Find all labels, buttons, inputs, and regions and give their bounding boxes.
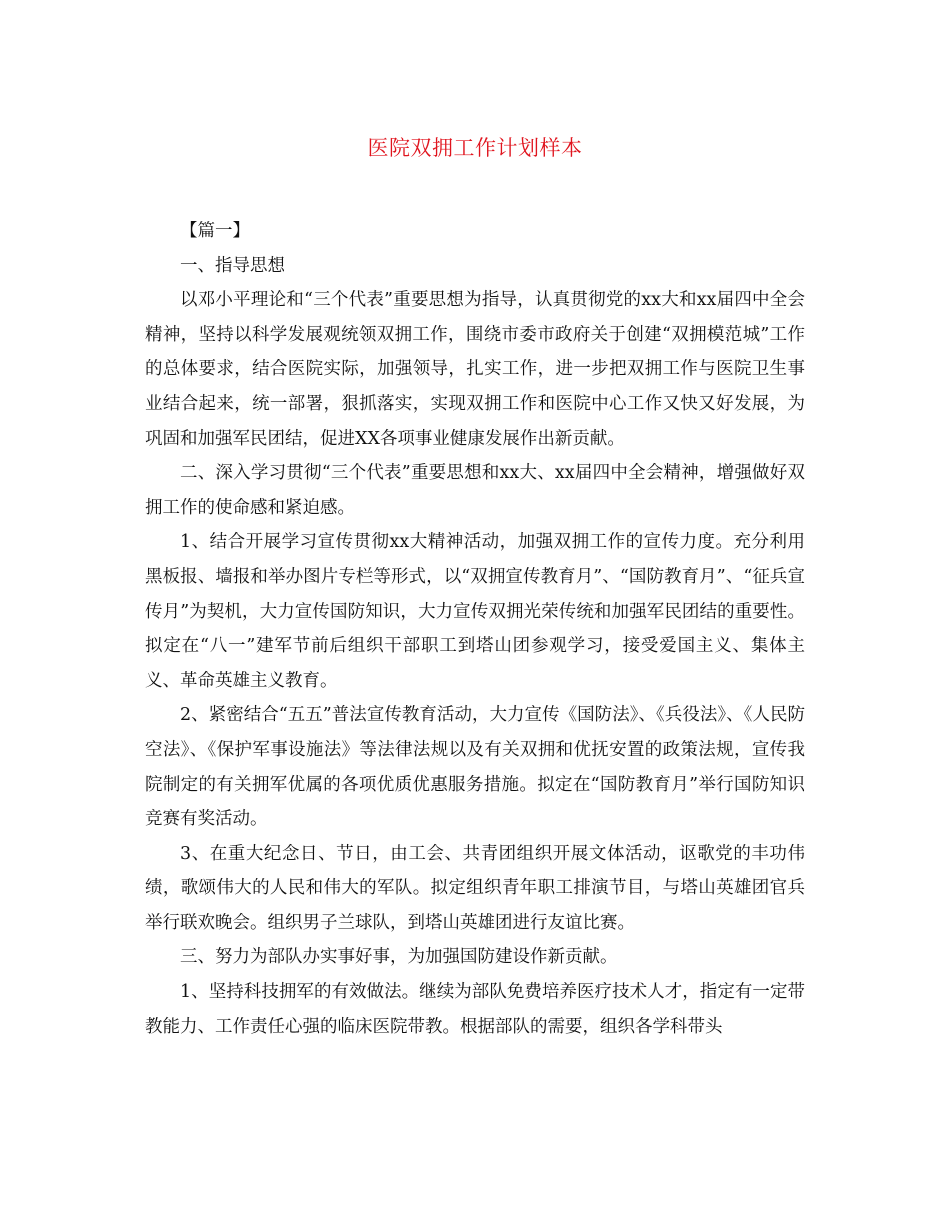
paragraph-item-4: 1、坚持科技拥军的有效做法。继续为部队免费培养医疗技术人才，指定有一定带教能力、工作责任心强的临床医院带教。根据部队的需要，组织各学科带头 — [145, 982, 805, 1037]
paragraph-guiding-ideology: 以邓小平理论和“三个代表”重要思想为指导，认真贯彻党的xx大和xx届四中全会精神，坚持以科学发展观统领双拥工作，围绕市委市政府关于创建“双拥模范城”工作的总体要求，结合医院实际，加强领导，扎实工作，进一步把双拥工作与医院卫生事业结合起来，统一部署，狠抓落实，实现双拥工作和医院中心工作又快又好发展，为巩固和加强军民团结，促进XX各项事业健康发展作出新贡献。 — [145, 290, 805, 449]
document-body — [145, 214, 805, 1044]
section-heading-study: 二、深入学习贯彻“三个代表”重要思想和xx大、xx届四中全会精神，增强做好双拥工作的使命感和紧迫感。 — [145, 463, 805, 518]
section-heading-part-one: 【篇一】 — [180, 221, 250, 241]
section-heading-guiding-ideology: 一、指导思想 — [180, 255, 285, 276]
document-title: 医院双拥工作计划样本 — [367, 136, 583, 160]
paragraph-item-2: 2、紧密结合“五五”普法宣传教育活动，大力宣传《国防法》、《兵役法》、《人民防空法》、《保护军事设施法》等法律法规以及有关双拥和优抚安置的政策法规，宣传我院制定的有关拥军优属的各项优质优惠服务措施。拟定在“国防教育月”举行国防知识竞赛有奖活动。 — [145, 705, 805, 830]
paragraph-item-3: 3、在重大纪念日、节日，由工会、共青团组织开展文体活动，讴歌党的丰功伟绩，歌颂伟大的人民和伟大的军队。拟定组织青年职工排演节目，与塔山英雄团官兵举行联欢晚会。组织男子兰球队，到塔山英雄团进行友谊比赛。 — [145, 843, 805, 933]
section-heading-practical-work: 三、努力为部队办实事好事，为加强国防建设作新贡献。 — [180, 947, 618, 968]
paragraph-item-1: 1、结合开展学习宣传贯彻xx大精神活动，加强双拥工作的宣传力度。充分利用黑板报、墙报和举办图片专栏等形式，以“双拥宣传教育月”、“国防教育月”、“征兵宣传月”为契机，大力宣传国防知识，大力宣传双拥光荣传统和加强军民团结的重要性。拟定在“八一”建军节前后组织干部职工到塔山团参观学习，接受爱国主义、集体主义、革命英雄主义教育。 — [145, 532, 805, 691]
